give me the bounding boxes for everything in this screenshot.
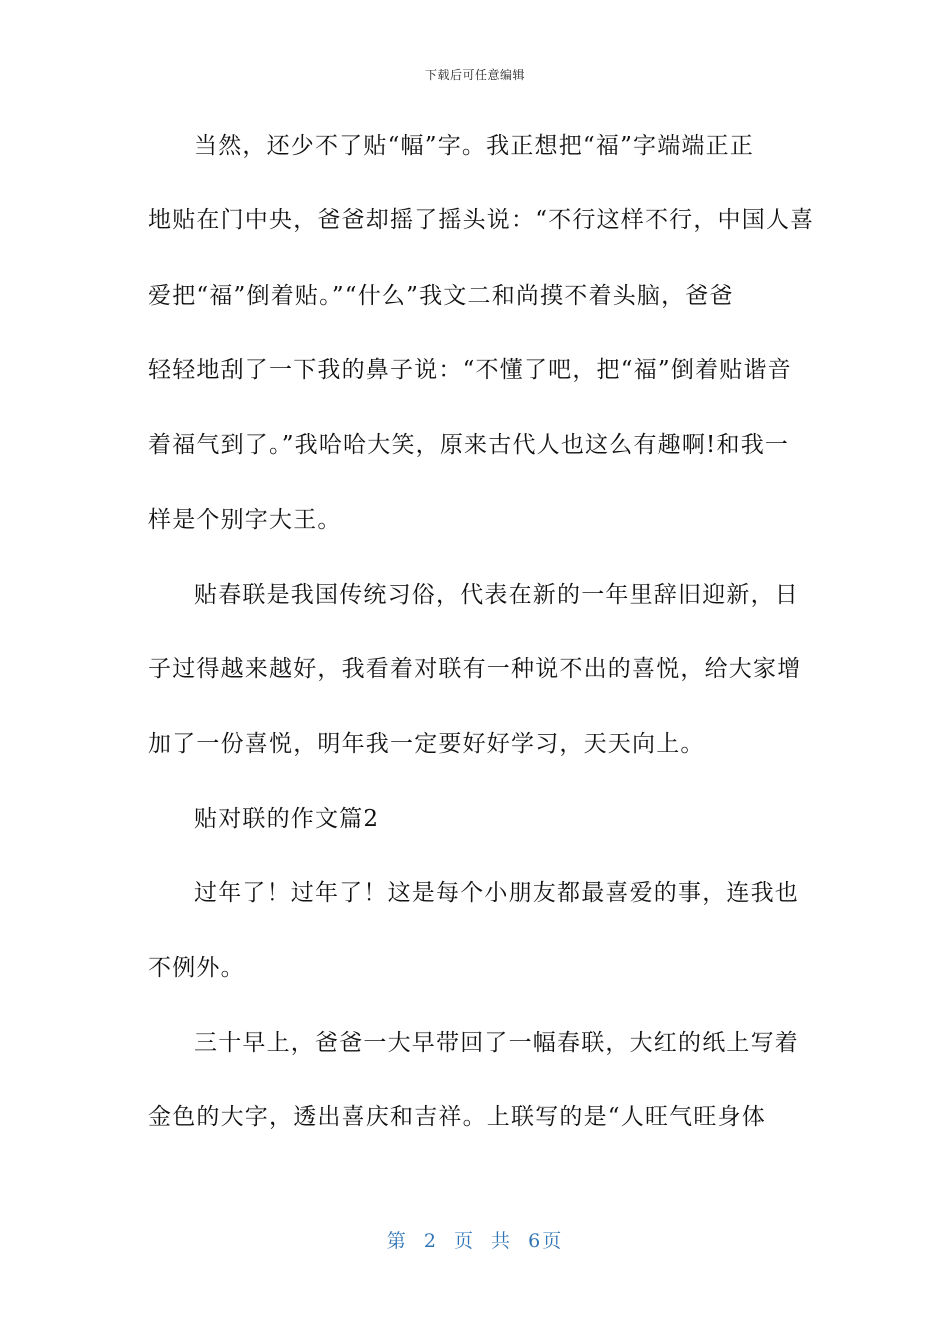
footer-prefix: 第 [386,1230,408,1252]
page-footer [0,1226,950,1253]
page-header: 下载后可任意编辑 [424,68,525,82]
text-line: 子过得越来越好，我看着对联有一种说不出的喜悦，给大家增 [148,656,802,682]
text-line: 当然，还少不了贴“幅”字。我正想把“福”字端端正正 [194,133,755,159]
text-line: 着福气到了。”我哈哈大笑，原来古代人也这么有趣啊!和我一 [148,432,790,458]
section-heading: 贴对联的作文篇2 [194,806,380,832]
footer-page-number: 2 [423,1230,438,1252]
text-line: 轻轻地刮了一下我的鼻子说：“不懂了吧，把“福”倒着贴谐音 [148,357,792,383]
text-line: 样是个别字大王。 [148,507,342,533]
text-line: 金色的大字，透出喜庆和吉祥。上联写的是“人旺气旺身体 [148,1104,766,1130]
footer-total-pages: 6页 [528,1230,564,1252]
text-line: 爱把“福”倒着贴。”“什么”我文二和尚摸不着头脑，爸爸 [148,283,734,309]
footer-page-label: 页 [453,1230,475,1252]
footer-total-label: 共 [491,1230,513,1252]
text-line: 三十早上，爸爸一大早带回了一幅春联，大红的纸上写着 [194,1030,799,1056]
text-line: 过年了！过年了！这是每个小朋友都最喜爱的事，连我也 [194,880,799,906]
text-line: 贴春联是我国传统习俗，代表在新的一年里辞旧迎新，日 [194,582,799,608]
text-line: 不例外。 [148,955,245,981]
text-line: 加了一份喜悦，明年我一定要好好学习，天天向上。 [148,731,705,757]
text-line: 地贴在门中央，爸爸却摇了摇头说：“不行这样不行，中国人喜 [148,207,815,233]
